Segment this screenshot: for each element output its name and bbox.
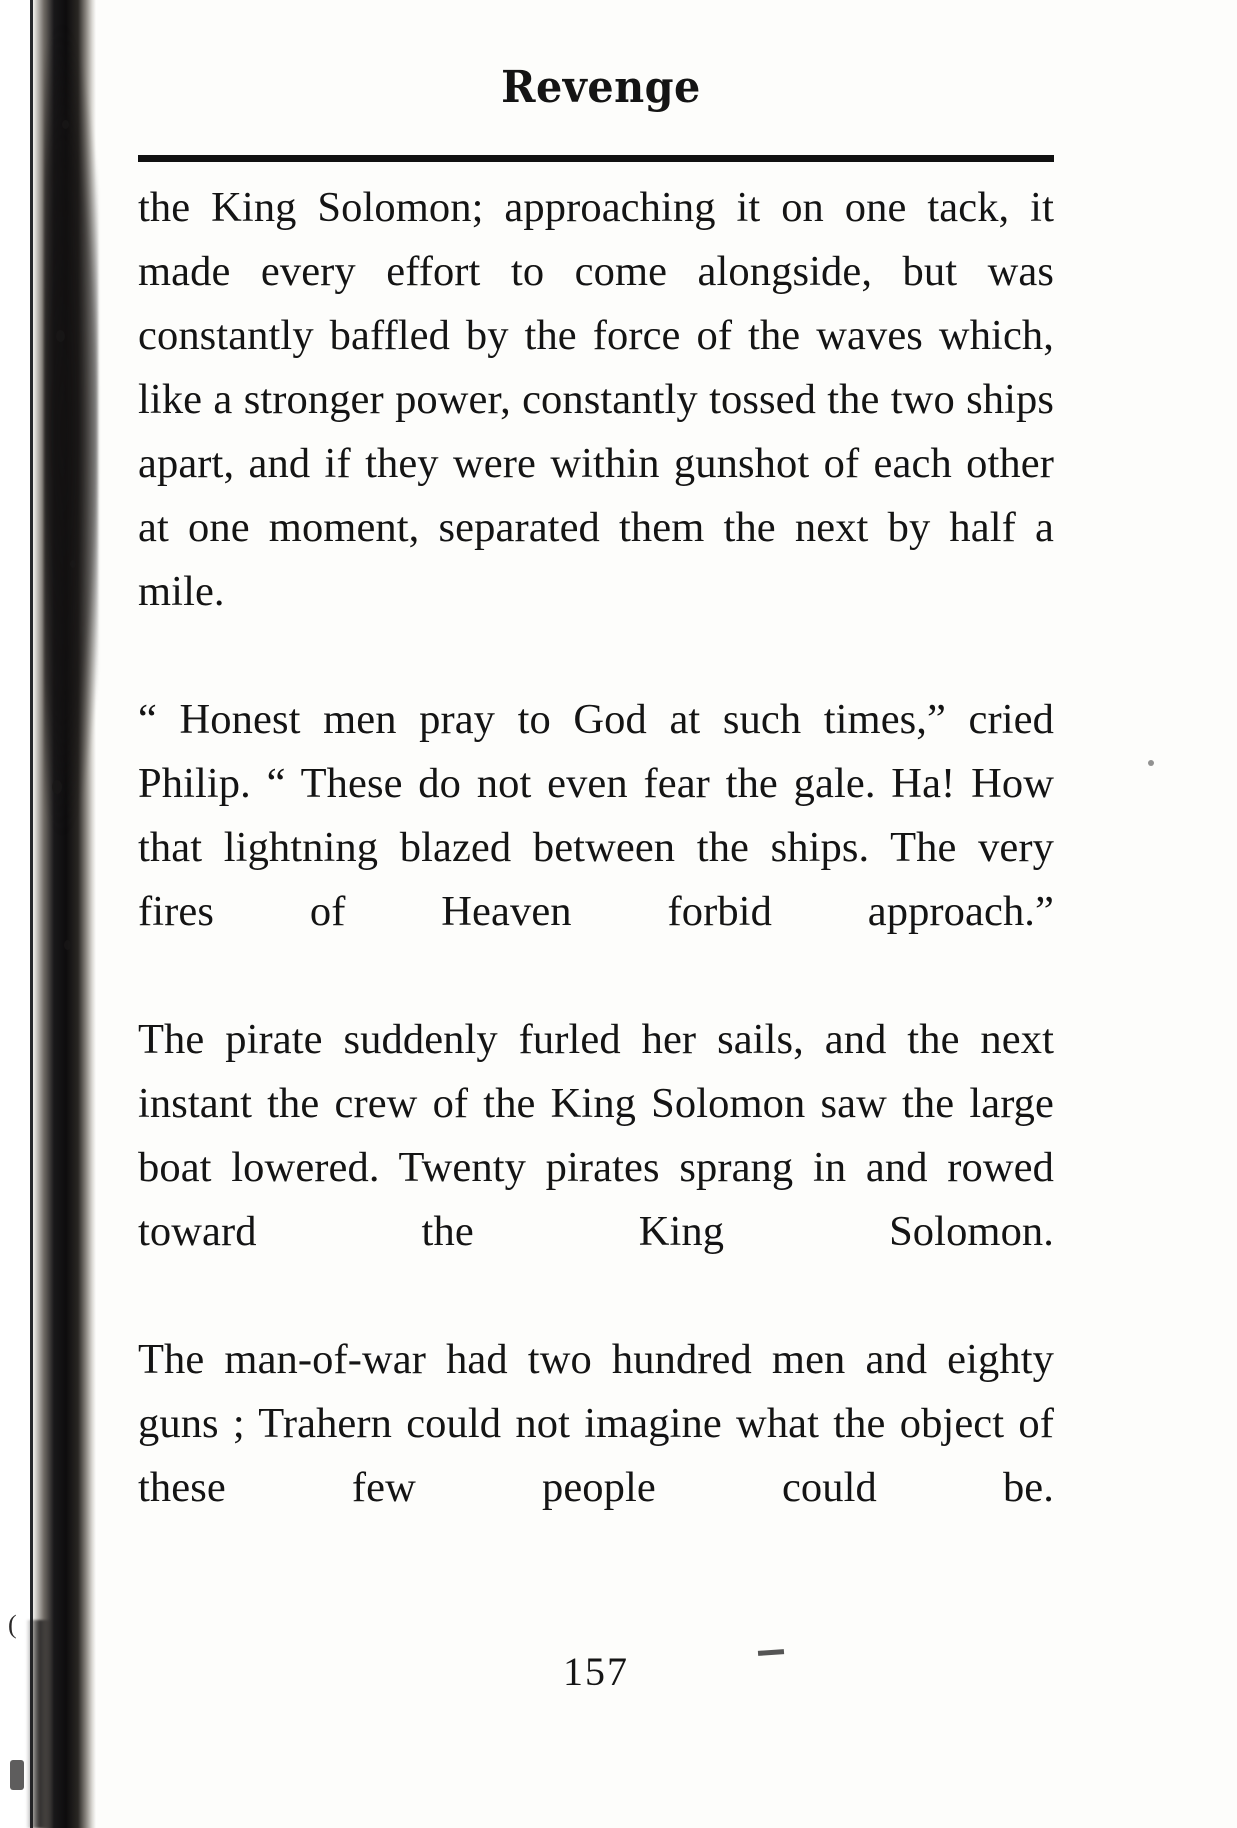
scan-edge-mark: ( (8, 1610, 17, 1639)
header-rule (138, 155, 1054, 162)
scan-speck (52, 780, 62, 794)
page-speck (1148, 760, 1154, 766)
paragraph: The pirate suddenly furled her sails, and the next instant the crew of the King Solomon saw the large boat lowered. Twenty pirates sprang in and rowed toward the King Solomon. (138, 1016, 1054, 1255)
paragraph: The man-of-war had two hundred men and eighty guns ; Trahern could not imagine what the object of these few people could be. (138, 1336, 1054, 1511)
page-edge-line (30, 0, 33, 1828)
scan-gutter-smudge (44, 0, 98, 1030)
page-title: Revenge (501, 62, 701, 113)
scan-speck (62, 120, 69, 129)
scan-speck (70, 560, 76, 568)
scan-speck (56, 330, 65, 342)
scan-gutter-tail (26, 1620, 52, 1828)
paragraph: the King Solomon; approaching it on one tack, it made every effort to come alongside, but was constantly baffled by the force of the waves which, like a stronger power, constantly tossed the two ships apart, and if they were within gunshot of each other at one moment, separated them the next by half a mile. (138, 184, 1054, 615)
scan-speck (10, 1760, 24, 1790)
page-number: 157 (563, 1649, 629, 1694)
paragraph: “ Honest men pray to God at such times,” cried Philip. “ These do not even fear the gale. Ha! How that lightning blazed between the ships. The very fires of Heaven forbid approach.” (138, 696, 1054, 935)
scan-speck (64, 940, 71, 950)
running-head (96, 62, 1106, 113)
page-body (138, 176, 1054, 1584)
